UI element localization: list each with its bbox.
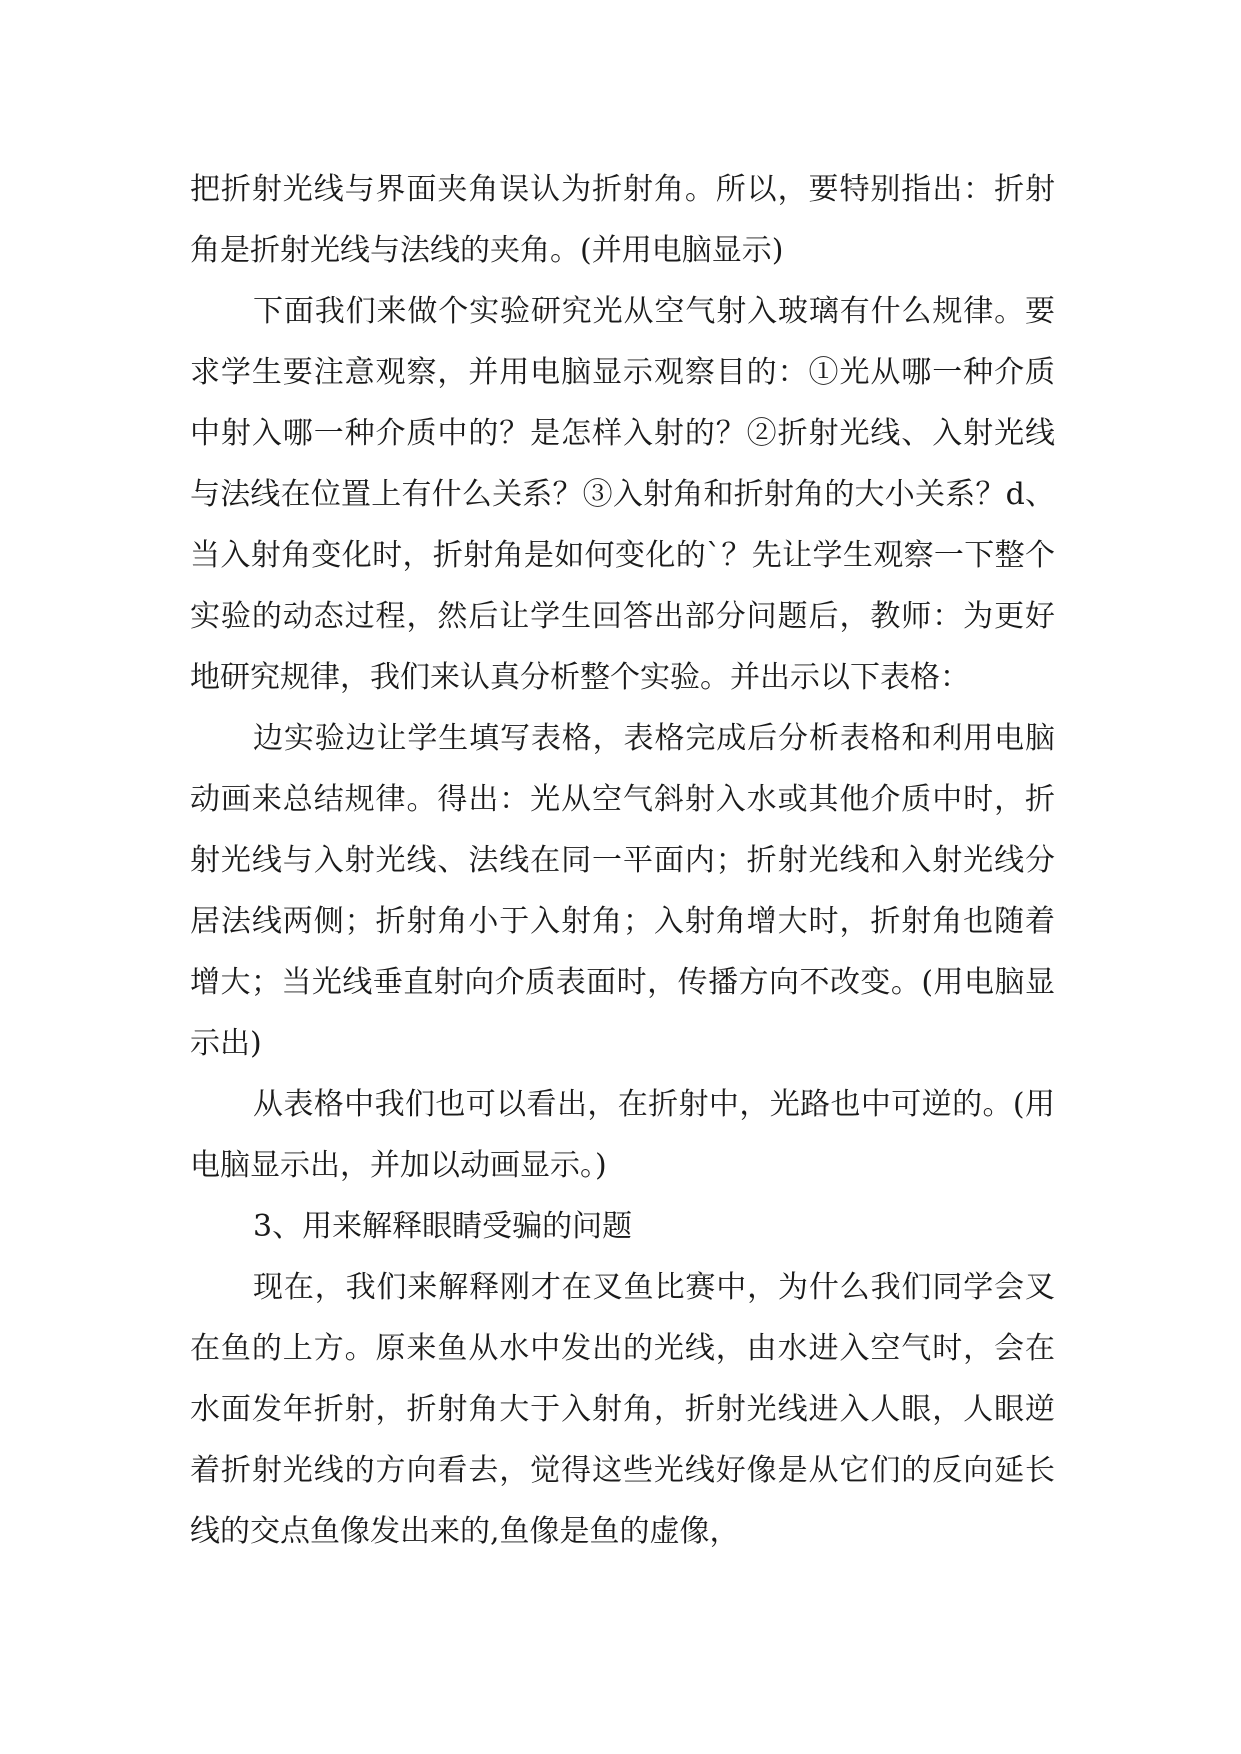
- body-text: [190, 159, 1055, 1562]
- paragraph-reversible-path: 从表格中我们也可以看出，在折射中，光路也中可逆的。(用电脑显示出，并加以动画显示。): [190, 1087, 1055, 1183]
- section-heading-eye-deception: 3、用来解释眼睛受骗的问题: [253, 1209, 633, 1244]
- paragraph-fish-explanation: 现在，我们来解释刚才在叉鱼比赛中，为什么我们同学会叉在鱼的上方。原来鱼从水中发出的光线，由水进入空气时，会在水面发年折射，折射角大于入射角，折射光线进入人眼，人眼逆着折射光线的方向看去，觉得这些光线好像是从它们的反向延长线的交点鱼像发出来的,鱼像是鱼的虚像，: [190, 1270, 1055, 1549]
- paragraph-experiment-intro: 下面我们来做个实验研究光从空气射入玻璃有什么规律。要求学生要注意观察，并用电脑显示观察目的：①光从哪一种介质中射入哪一种介质中的？是怎样入射的？②折射光线、入射光线与法线在位置上有什么关系？③入射角和折射角的大小关系？d、当入射角变化时，折射角是如何变化的`？先让学生观察一下整个实验的动态过程，然后让学生回答出部分问题后，教师：为更好地研究规律，我们来认真分析整个实验。并出示以下表格：: [190, 294, 1055, 695]
- paragraph-refraction-angle-note: 把折射光线与界面夹角误认为折射角。所以，要特别指出：折射角是折射光线与法线的夹角。(并用电脑显示): [190, 172, 1055, 268]
- paragraph-table-conclusion: 边实验边让学生填写表格，表格完成后分析表格和利用电脑动画来总结规律。得出：光从空气斜射入水或其他介质中时，折射光线与入射光线、法线在同一平面内；折射光线和入射光线分居法线两侧；折射角小于入射角；入射角增大时，折射角也随着增大；当光线垂直射向介质表面时，传播方向不改变。(用电脑显示出): [190, 721, 1055, 1061]
